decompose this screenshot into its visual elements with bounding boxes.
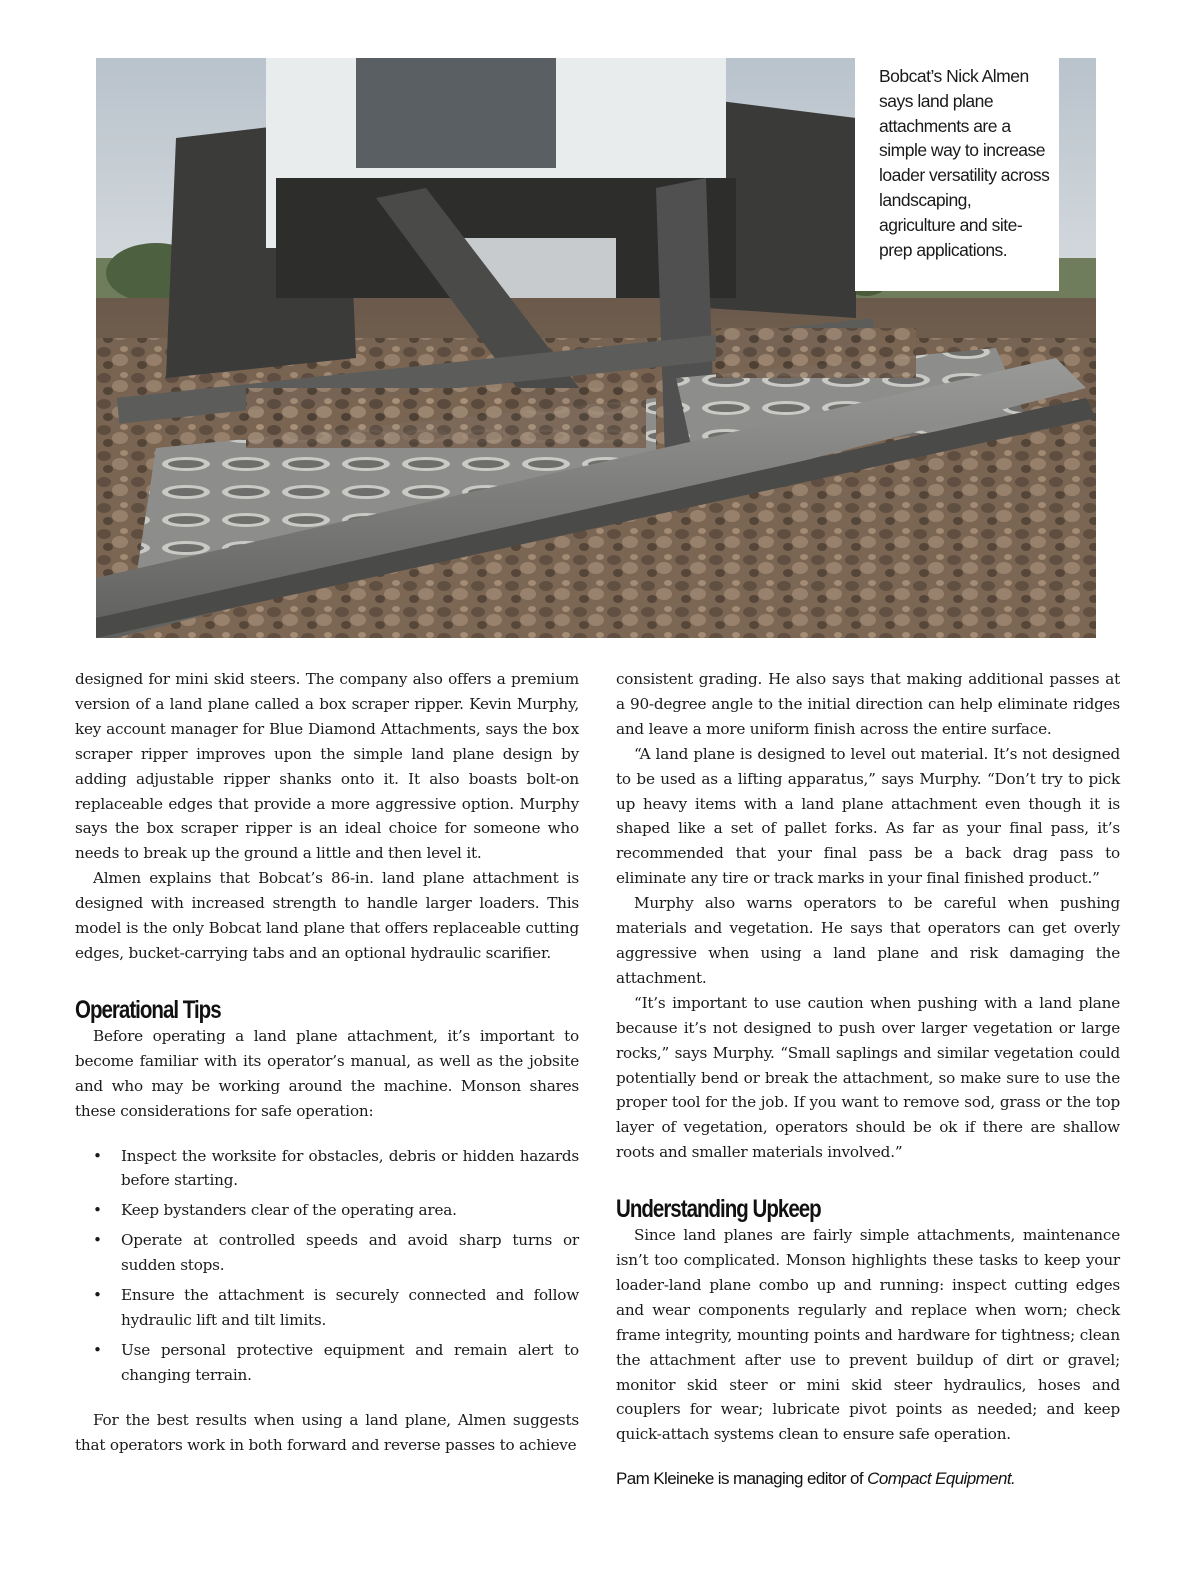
list-item-text: Use personal protective equipment and remain alert to changing terrain.	[121, 1340, 579, 1384]
list-item	[75, 1198, 579, 1223]
right-paragraph-2: “A land plane is designed to level out material. It’s not designed to be used as a lifting apparatus,” says Murphy. “Don’t try to pick up heavy items with a land plane attachment even though it is shaped like a set of pallet forks. As far as your final pass, it’s recommended that your final pass be a back drag pass to eliminate any tire or track marks in your final finished product.”	[616, 744, 1120, 888]
list-item-text: Keep bystanders clear of the operating area.	[121, 1201, 457, 1220]
byline-text: Pam Kleineke is managing editor of	[616, 1469, 868, 1489]
list-item	[75, 1338, 579, 1388]
right-paragraph-4: “It’s important to use caution when pushing with a land plane because it’s not designed to push over larger vegetation or large rocks,” says Murphy. “Small saplings and similar vegetation could potentially bend or break the attachment, so make sure to use the proper tool for the job. If you want to remove sod, grass or the top layer of vegetation, operators should be ok if there are shallow roots and smaller materials involved.”	[616, 993, 1120, 1162]
right-paragraph-1: consistent grading. He also says that making additional passes at a 90-degree angle to the initial direction can help eliminate ridges and leave a more uniform finish across the entire surface.	[616, 670, 1120, 738]
left-column	[75, 667, 579, 1457]
left-paragraph-1: designed for mini skid steers. The company also offers a premium version of a land plane called a box scraper ripper. Kevin Murphy, key account manager for Blue Diamond Attachments, says the box scraper ripper improves upon the simple land plane design by adding adjustable ripper shanks onto it. It also boasts bolt-on replaceable edges that provide a more aggressive option. Murphy says the box scraper ripper is an ideal choice for someone who needs to break up the ground a little and then level it.	[75, 670, 579, 863]
safety-bullet-list	[75, 1144, 579, 1388]
list-item	[75, 1283, 579, 1333]
bullet-icon: •	[93, 1231, 102, 1250]
left-paragraph-3: Before operating a land plane attachment, it’s important to become familiar with its operator’s manual, as well as the jobsite and who may be working around the machine. Monson shares these considerations for safe operation:	[75, 1026, 579, 1120]
left-paragraph-2: Almen explains that Bobcat’s 86-in. land plane attachment is designed with increased strength to handle larger loaders. This model is the only Bobcat land plane that offers replaceable cutting edges, bucket-carrying tabs and an optional hydraulic scarifier.	[75, 869, 579, 962]
list-item	[75, 1144, 579, 1194]
bullet-icon: •	[93, 1286, 102, 1305]
list-item-text: Inspect the worksite for obstacles, debris or hidden hazards before starting.	[121, 1146, 579, 1190]
list-item-text: Operate at controlled speeds and avoid sharp turns or sudden stops.	[121, 1231, 579, 1275]
right-paragraph-5: Since land planes are fairly simple attachments, maintenance isn’t too complicated. Monson highlights these tasks to keep your loader-land plane combo up and running: inspect cutting edges and wear components regularly and replace when worn; check frame integrity, mounting points and hardware for tightness; clean the attachment after use to prevent buildup of dirt or gravel; monitor skid steer or mini skid steer hydraulics, hoses and couplers for wear; lubricate pivot points as needed; and keep quick-attach systems clean to ensure safe operation.	[616, 1226, 1120, 1444]
left-paragraph-4: For the best results when using a land plane, Almen suggests that operators work in both forward and reverse passes to achieve	[75, 1410, 579, 1454]
right-column	[616, 667, 1120, 1509]
photo-caption: Bobcat’s Nick Almen says land plane attachments are a simple way to increase loader versatility across landscaping, agriculture and site-prep applications.	[855, 58, 1059, 291]
list-item-text: Ensure the attachment is securely connected and follow hydraulic lift and tilt limits.	[121, 1286, 579, 1329]
bullet-icon: •	[93, 1146, 102, 1165]
publication-name: Compact Equipment.	[867, 1469, 1016, 1489]
list-item	[75, 1228, 579, 1278]
author-byline	[616, 1467, 1120, 1492]
bullet-icon: •	[93, 1201, 102, 1220]
heading-understanding-upkeep: Understanding Upkeep	[616, 1195, 821, 1224]
heading-operational-tips: Operational Tips	[75, 995, 221, 1024]
right-paragraph-3: Murphy also warns operators to be careful when pushing materials and vegetation. He says that operators can get overly aggressive when using a land plane and risk damaging the attachment.	[616, 894, 1120, 987]
bullet-icon: •	[93, 1340, 102, 1359]
